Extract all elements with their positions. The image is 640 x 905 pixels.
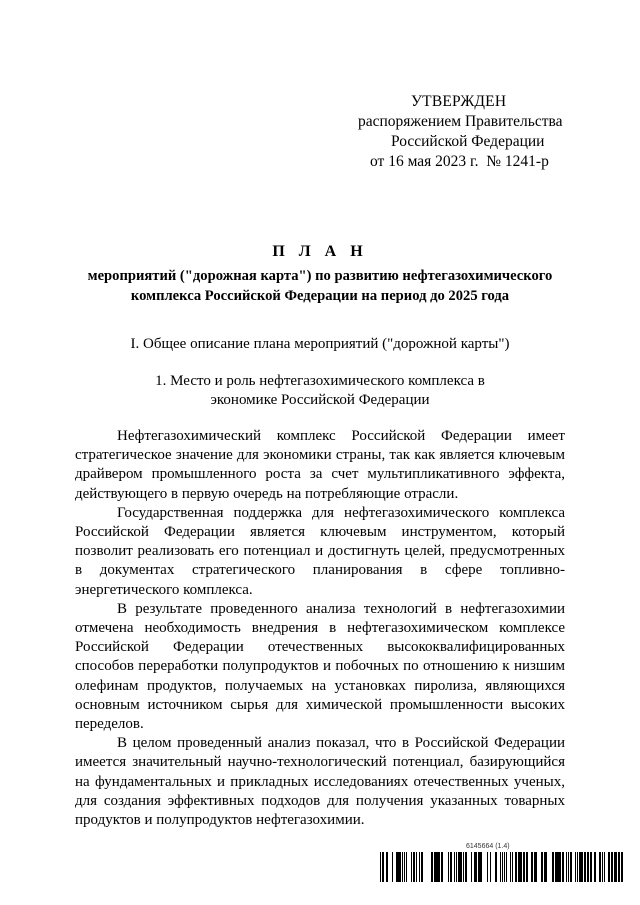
barcode-icon [380, 852, 624, 882]
paragraph: В целом проведенный анализ показал, что в Российской Федерации имеется значительный научно-технологический потенциал, базирующийся на фундаментальных и прикладных исследованиях отечественных ученых, для создания эффективных подходов для получения указанных товарных продуктов и полупродуктов нефтегазохимии. [75, 735, 565, 829]
approval-line-date: от 16 мая 2023 г. № 1241-р [370, 153, 549, 170]
paragraph: Государственная поддержка для нефтегазохимического комплекса Российской Федерации является ключевым инструментом, который позволит реализовать его потенциал и достигнуть целей, предусмотренных в документах стратегического планирования в сфере топливно-энергетического комплекса. [75, 504, 565, 598]
paragraph: Нефтегазохимический комплекс Российской Федерации имеет стратегическое значение для экономики страны, так как является ключевым драйвером промышленного роста за счет мультипликативного эффекта, действующего в первую очередь на потребляющие отрасли. [75, 428, 565, 502]
document-body [75, 427, 565, 830]
plan-subtitle: мероприятий ("дорожная карта") по развитию нефтегазохимического комплекса Российской Федерации на период до 2025 года [87, 268, 553, 304]
approval-heading: УТВЕРЖДЕН [411, 93, 507, 110]
document-code: 6145664 (1.4) [466, 843, 510, 850]
subsection-title: 1. Место и роль нефтегазохимического комплекса в экономике Российской Федерации [155, 373, 485, 408]
plan-title: П Л А Н [272, 243, 368, 260]
paragraph: В результате проведенного анализа технологий в нефтегазохимии отмечена необходимость внедрения в нефтегазохимическом комплексе Российской Федерации отечественных высококвалифицированных способов переработки полупродуктов и побочных по отношению к низшим олефинам продуктов, получаемых на установках пиролиза, являющихся основным источником сырья для химической промышленности высоких переделов. [75, 600, 565, 733]
approval-line-federation: Российской Федерации [391, 133, 545, 150]
approval-line-decree: распоряжением Правительства [358, 113, 563, 130]
section-title: I. Общее описание плана мероприятий ("дорожной карты") [130, 336, 510, 352]
approval-stamp [300, 92, 620, 172]
